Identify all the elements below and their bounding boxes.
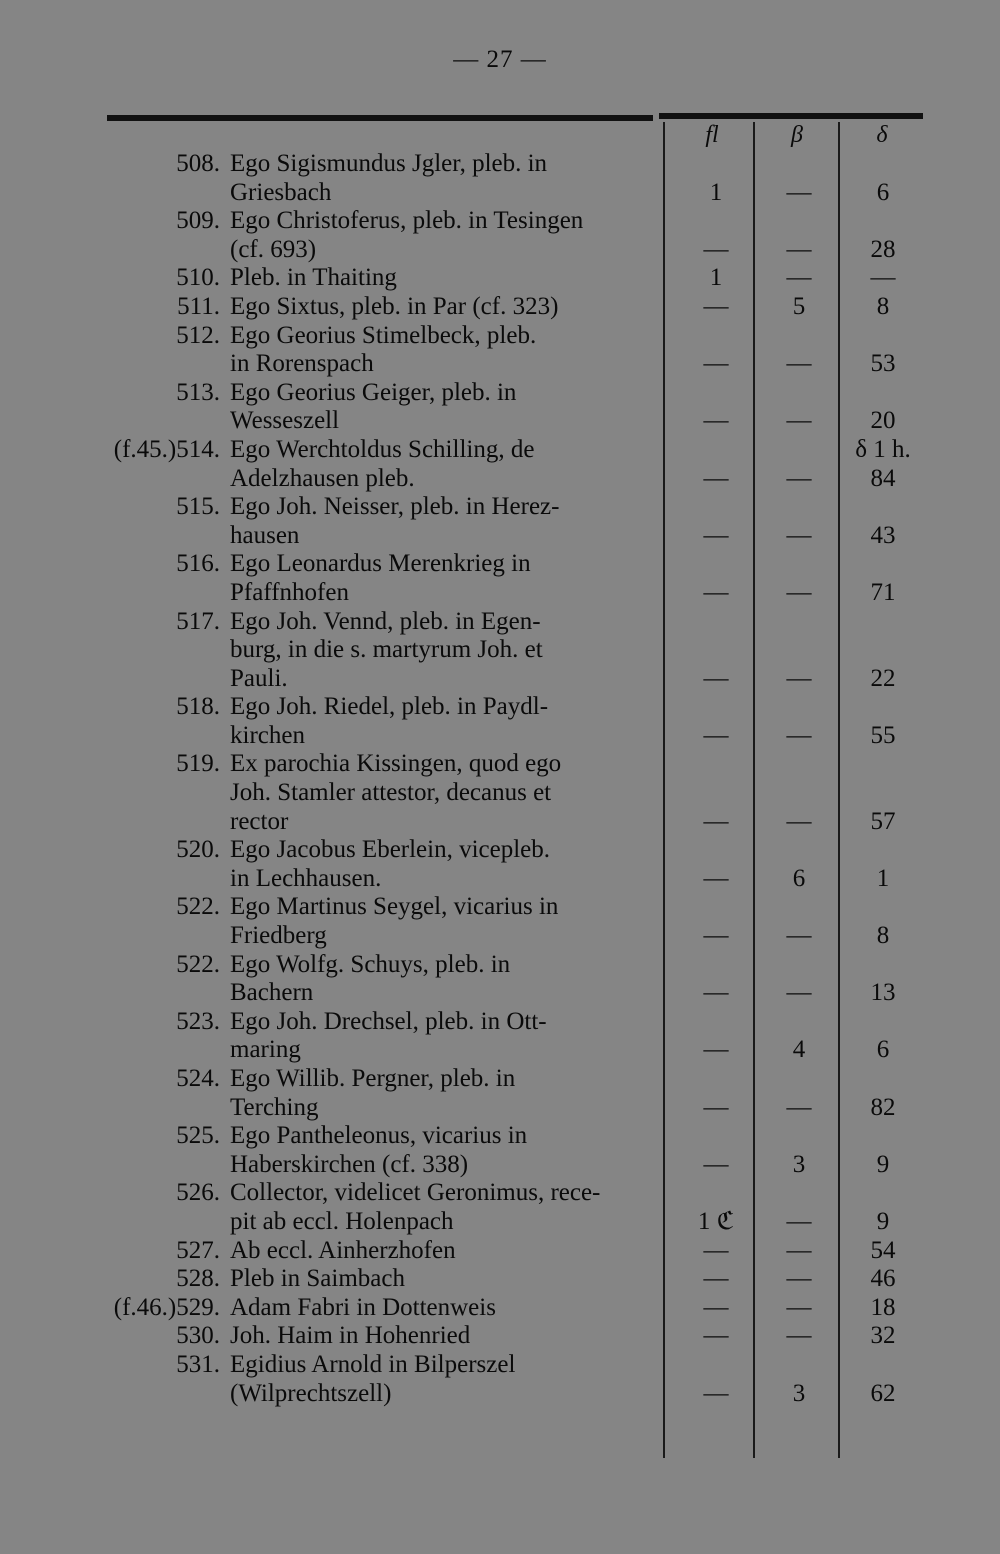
value-delta: 71: [870, 578, 896, 606]
entry-row: [0, 550, 1000, 607]
value-delta: 22: [870, 664, 896, 692]
entry-number: 530.: [176, 1322, 220, 1350]
value-beta: 3: [792, 1150, 806, 1178]
entry-row: [0, 379, 1000, 436]
entry-text-line: Pfaffnhofen: [230, 578, 349, 606]
value-fl: —: [703, 292, 729, 320]
value-delta: 28: [870, 235, 896, 263]
entry-text-line: Ego Joh. Drechsel, pleb. in Ott-: [230, 1007, 547, 1035]
entry-text-line: hausen: [230, 521, 300, 549]
value-delta: 62: [870, 1379, 896, 1407]
entry-text-line: Wesseszell: [230, 407, 340, 435]
entry-text-line: Ego Joh. Riedel, pleb. in Paydl-: [230, 693, 549, 721]
value-beta: —: [786, 464, 812, 492]
entry-row: [0, 608, 1000, 694]
value-beta: —: [786, 521, 812, 549]
entry-number: 517.: [176, 607, 220, 635]
entry-number: 522.: [176, 950, 220, 978]
entry-text-line: pit ab eccl. Holenpach: [230, 1207, 454, 1235]
value-beta: 4: [792, 1036, 806, 1064]
entry-text: [230, 951, 648, 1008]
entry-number: 512.: [176, 321, 220, 349]
entry-text: [230, 693, 648, 750]
value-fl: —: [703, 1379, 729, 1407]
entry-text-line: maring: [230, 1036, 301, 1064]
entry-number: 524.: [176, 1065, 220, 1092]
entry-number: 522.: [176, 893, 220, 921]
entry-text-line: Pleb. in Thaiting: [230, 264, 397, 292]
entry-text: [230, 493, 648, 550]
entry-text: [230, 1237, 648, 1266]
entry-number: 515.: [176, 493, 220, 521]
entry-text: [230, 1122, 648, 1179]
value-beta: —: [786, 1265, 812, 1293]
column-header-delta: δ: [876, 122, 888, 148]
value-delta: 6: [876, 1036, 890, 1064]
entry-number: 518.: [176, 693, 220, 721]
entry-text-line: Griesbach: [230, 178, 332, 206]
value-delta: 84: [870, 464, 896, 492]
entry-text-line: Ego Sixtus, pleb. in Par (cf. 323): [230, 292, 559, 320]
entry-text-line: Ego Wolfg. Schuys, pleb. in: [230, 950, 511, 978]
entry-number: 520.: [176, 836, 220, 864]
entry-text-line: Ego Jacobus Eberlein, vicepleb.: [230, 836, 551, 864]
value-delta: 6: [876, 178, 890, 206]
entry-text-line: burg, in die s. martyrum Joh. et: [230, 636, 543, 664]
entry-row: [0, 207, 1000, 264]
entry-row: [0, 1322, 1000, 1351]
header-rule-left: [107, 115, 653, 121]
value-fl: —: [703, 1093, 729, 1121]
entry-row: [0, 1122, 1000, 1179]
entry-row: [0, 1294, 1000, 1323]
entry-text-line: rector: [230, 807, 289, 835]
entry-text: [230, 293, 648, 322]
entry-number: (f.46.)529.: [113, 1293, 220, 1321]
entry-text-line: Ego Martinus Seygel, vicarius in: [230, 893, 559, 921]
value-fl: —: [703, 407, 729, 435]
value-beta: —: [786, 264, 812, 292]
entry-text-line: Ego Leonardus Merenkrieg in: [230, 550, 531, 578]
value-beta: 5: [792, 292, 806, 320]
entry-text-line: Ego Georius Stimelbeck, pleb.: [230, 321, 537, 349]
entry-text: [230, 1351, 648, 1408]
entry-text-line: Egidius Arnold in Bilperszel: [230, 1350, 516, 1378]
value-fl: —: [703, 1265, 729, 1293]
value-beta: —: [786, 235, 812, 263]
entry-row: [0, 436, 1000, 493]
entry-text-line: Ego Joh. Vennd, pleb. in Egen-: [230, 607, 541, 635]
entry-text: [230, 379, 648, 436]
value-delta: 57: [870, 807, 896, 835]
header-rule-right: [659, 113, 923, 119]
value-delta: 43: [870, 521, 896, 549]
entry-text-line: Friedberg: [230, 922, 327, 950]
entry-text-line: Ego Sigismundus Jgler, pleb. in: [230, 150, 548, 177]
value-delta: 9: [876, 1207, 890, 1235]
value-fl: 1: [709, 264, 723, 292]
value-beta: —: [786, 178, 812, 206]
entry-text-line: Ego Georius Geiger, pleb. in: [230, 378, 517, 406]
value-beta: —: [786, 1293, 812, 1321]
value-fl: —: [703, 979, 729, 1007]
entry-row: [0, 322, 1000, 379]
entry-text: [230, 836, 648, 893]
entry-row: [0, 693, 1000, 750]
entry-text-line: Pauli.: [230, 664, 288, 692]
value-beta: 6: [792, 864, 806, 892]
entry-number: 510.: [176, 264, 220, 292]
value-beta: —: [786, 721, 812, 749]
entry-row: [0, 836, 1000, 893]
entry-number: 528.: [176, 1265, 220, 1293]
entry-text-line: Collector, videlicet Geronimus, rece-: [230, 1179, 601, 1207]
entry-number: 519.: [176, 750, 220, 778]
entry-row: [0, 264, 1000, 293]
value-fl: —: [703, 721, 729, 749]
entry-row: [0, 1179, 1000, 1236]
entry-text-line: Ex parochia Kissingen, quod ego: [230, 750, 562, 778]
entry-number: 509.: [176, 207, 220, 235]
value-beta: —: [786, 979, 812, 1007]
entry-text-line: Joh. Stamler attestor, decanus et: [230, 779, 552, 807]
entry-text: [230, 207, 648, 264]
entry-row: [0, 493, 1000, 550]
entry-text-line: Ego Joh. Neisser, pleb. in Herez-: [230, 493, 560, 521]
value-delta: 32: [870, 1322, 896, 1350]
value-fl: —: [703, 350, 729, 378]
entry-number: 513.: [176, 378, 220, 406]
entry-number: 508.: [176, 150, 220, 177]
value-delta: 46: [870, 1265, 896, 1293]
entry-text-line: Ego Pantheleonus, vicarius in: [230, 1122, 528, 1150]
entry-text-line: (Wilprechtszell): [230, 1379, 392, 1407]
value-beta: —: [786, 1093, 812, 1121]
entry-text-line: Bachern: [230, 979, 314, 1007]
value-fl: —: [703, 1036, 729, 1064]
entry-number: 527.: [176, 1236, 220, 1264]
entry-number: 525.: [176, 1122, 220, 1150]
entry-text-line: Ego Willib. Pergner, pleb. in: [230, 1065, 516, 1092]
entry-text: [230, 1265, 648, 1294]
entry-text: [230, 608, 648, 694]
value-fl: —: [703, 235, 729, 263]
entry-text-line: Adam Fabri in Dottenweis: [230, 1293, 496, 1321]
value-delta: 20: [870, 407, 896, 435]
value-fl: —: [703, 864, 729, 892]
entry-text: [230, 1322, 648, 1351]
entry-text: [230, 1179, 648, 1236]
entry-row: [0, 1065, 1000, 1122]
entry-row: [0, 750, 1000, 836]
entry-row: [0, 1265, 1000, 1294]
value-fl: —: [703, 1322, 729, 1350]
entry-text: [230, 322, 648, 379]
value-fl: 1: [709, 178, 723, 206]
value-beta: —: [786, 1207, 812, 1235]
entry-number: (f.45.)514.: [113, 435, 220, 463]
entry-text-line: Joh. Haim in Hohenried: [230, 1322, 471, 1350]
entry-row: [0, 1237, 1000, 1266]
value-delta: 82: [870, 1093, 896, 1121]
entry-text: [230, 893, 648, 950]
page-number: — 27 —: [453, 46, 547, 73]
value-delta: —: [870, 264, 896, 292]
value-fl: —: [703, 664, 729, 692]
entry-note: δ 1 h.: [855, 435, 911, 463]
entry-text-line: Haberskirchen (cf. 338): [230, 1150, 469, 1178]
value-fl: —: [703, 807, 729, 835]
entry-row: [0, 893, 1000, 950]
entry-number: 531.: [176, 1350, 220, 1378]
value-delta: 8: [876, 292, 890, 320]
value-fl: —: [703, 1150, 729, 1178]
value-delta: 1: [876, 864, 890, 892]
entry-number: 523.: [176, 1007, 220, 1035]
value-delta: 9: [876, 1150, 890, 1178]
entry-text: [230, 264, 648, 293]
value-fl: 1 ℭ: [697, 1207, 735, 1235]
column-header-beta: β: [791, 122, 803, 148]
entry-text: [230, 550, 648, 607]
value-beta: —: [786, 578, 812, 606]
entry-text: [230, 436, 648, 493]
value-fl: —: [703, 521, 729, 549]
value-beta: 3: [792, 1379, 806, 1407]
value-beta: —: [786, 807, 812, 835]
value-delta: 18: [870, 1293, 896, 1321]
value-beta: —: [786, 350, 812, 378]
entry-text-line: in Rorenspach: [230, 350, 374, 378]
entry-text: [230, 1065, 648, 1122]
value-beta: —: [786, 407, 812, 435]
entry-text: [230, 750, 648, 836]
entry-row: [0, 951, 1000, 1008]
value-delta: 55: [870, 721, 896, 749]
entry-text-line: Adelzhausen pleb.: [230, 464, 415, 492]
value-fl: —: [703, 578, 729, 606]
entry-row: [0, 1351, 1000, 1408]
entry-row: [0, 1008, 1000, 1065]
value-delta: 53: [870, 350, 896, 378]
value-delta: 13: [870, 979, 896, 1007]
entry-text-line: Terching: [230, 1093, 319, 1121]
entry-text-line: Ego Werchtoldus Schilling, de: [230, 435, 535, 463]
entry-text-line: Pleb in Saimbach: [230, 1265, 405, 1293]
column-header-fl: fl: [705, 122, 719, 148]
entry-number: 526.: [176, 1179, 220, 1207]
value-fl: —: [703, 1293, 729, 1321]
value-fl: —: [703, 1236, 729, 1264]
entry-text: [230, 1008, 648, 1065]
entry-text-line: Ab eccl. Ainherzhofen: [230, 1236, 456, 1264]
entry-number: 516.: [176, 550, 220, 578]
entry-text-line: Ego Christoferus, pleb. in Tesingen: [230, 207, 584, 235]
entry-row: [0, 150, 1000, 207]
value-delta: 8: [876, 922, 890, 950]
entry-text-line: (cf. 693): [230, 235, 317, 263]
value-beta: —: [786, 922, 812, 950]
entry-text: [230, 150, 648, 207]
entry-number: 511.: [177, 292, 220, 320]
value-beta: —: [786, 1322, 812, 1350]
entry-row: [0, 293, 1000, 322]
entry-list: [0, 150, 1000, 1408]
value-fl: —: [703, 464, 729, 492]
value-delta: 54: [870, 1236, 896, 1264]
value-beta: —: [786, 664, 812, 692]
value-beta: —: [786, 1236, 812, 1264]
entry-text: [230, 1294, 648, 1323]
entry-text-line: in Lechhausen.: [230, 864, 382, 892]
entry-text-line: kirchen: [230, 721, 305, 749]
value-fl: —: [703, 922, 729, 950]
